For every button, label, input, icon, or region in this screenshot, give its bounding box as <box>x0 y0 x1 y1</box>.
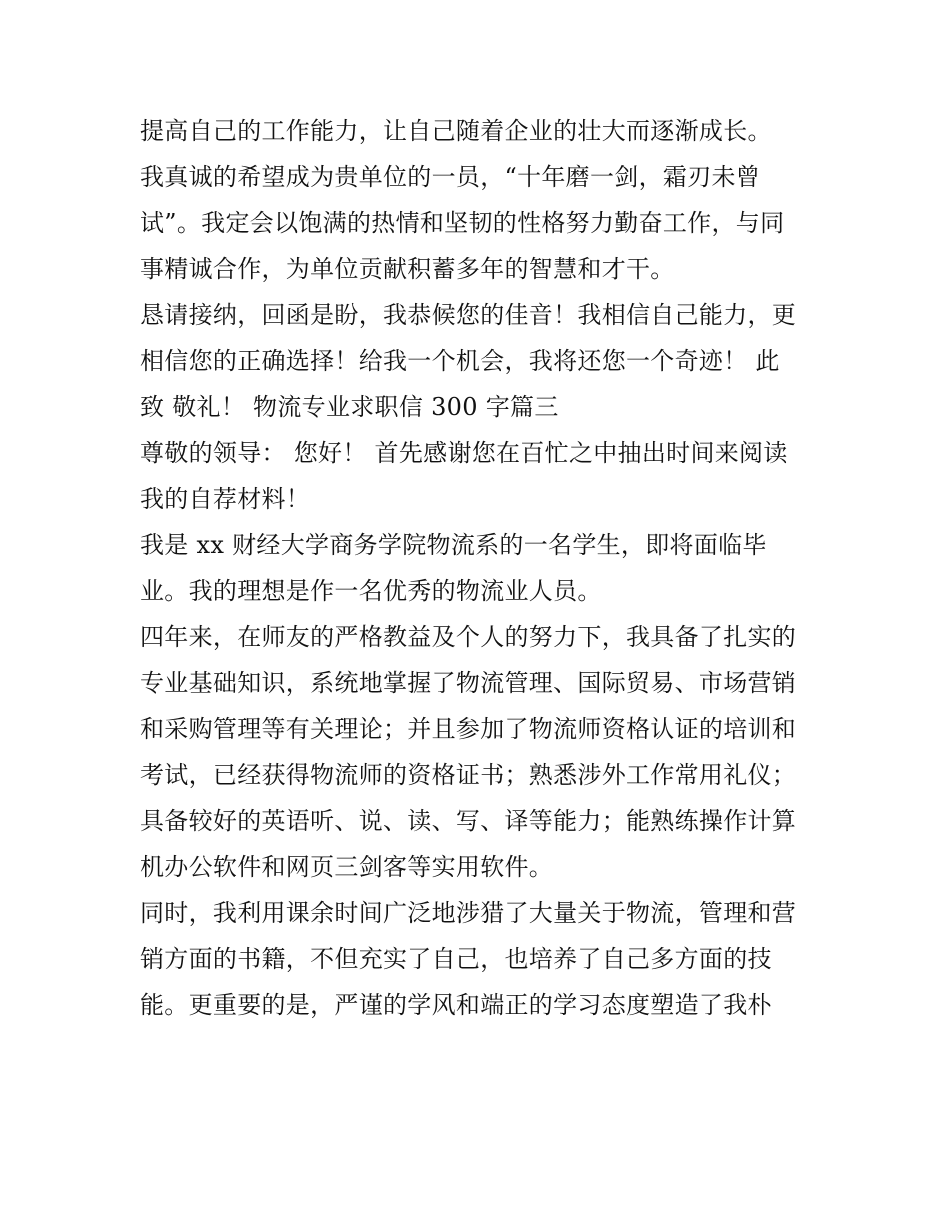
text-line: 致 敬礼！ 物流专业求职信 300 字篇三 <box>140 393 559 421</box>
text-line: 我的自荐材料！ <box>140 485 311 513</box>
text-line: 同时，我利用课余时间广泛地涉猎了大量关于物流，管理和营 <box>140 899 797 927</box>
text-line: 四年来，在师友的严格教益及个人的努力下，我具备了扎实的 <box>140 623 797 651</box>
text-line: 销方面的书籍，不但充实了自己，也培养了自己多方面的技 <box>140 945 772 973</box>
text-line: 尊敬的领导： 您好！ 首先感谢您在百忙之中抽出时间来阅读 <box>140 439 788 467</box>
text-line: 试”。我定会以饱满的热情和坚韧的性格努力勤奋工作，与同 <box>140 209 785 237</box>
text-line: 我是 xx 财经大学商务学院物流系的一名学生，即将面临毕 <box>140 531 767 559</box>
text-line: 能。更重要的是，严谨的学风和端正的学习态度塑造了我朴 <box>140 991 772 1019</box>
text-line: 恳请接纳，回函是盼，我恭候您的佳音！我相信自己能力，更 <box>140 301 797 329</box>
text-line: 业。我的理想是作一名优秀的物流业人员。 <box>140 577 602 605</box>
text-line: 和采购管理等有关理论；并且参加了物流师资格认证的培训和 <box>140 715 797 743</box>
text-line: 事精诚合作，为单位贡献积蓄多年的智慧和才干。 <box>140 255 675 283</box>
text-line: 提高自己的工作能力，让自己随着企业的壮大而逐渐成长。 <box>140 117 772 145</box>
text-line: 机办公软件和网页三剑客等实用软件。 <box>140 853 554 881</box>
text-line: 我真诚的希望成为贵单位的一员，“十年磨一剑，霜刃未曾 <box>140 163 761 191</box>
text-line: 具备较好的英语听、说、读、写、译等能力；能熟练操作计算 <box>140 807 797 835</box>
body-text <box>140 108 830 1028</box>
text-line: 专业基础知识，系统地掌握了物流管理、国际贸易、市场营销 <box>140 669 797 697</box>
text-line: 考试，已经获得物流师的资格证书；熟悉涉外工作常用礼仪； <box>140 761 797 789</box>
text-line: 相信您的正确选择！给我一个机会，我将还您一个奇迹！ 此 <box>140 347 780 375</box>
